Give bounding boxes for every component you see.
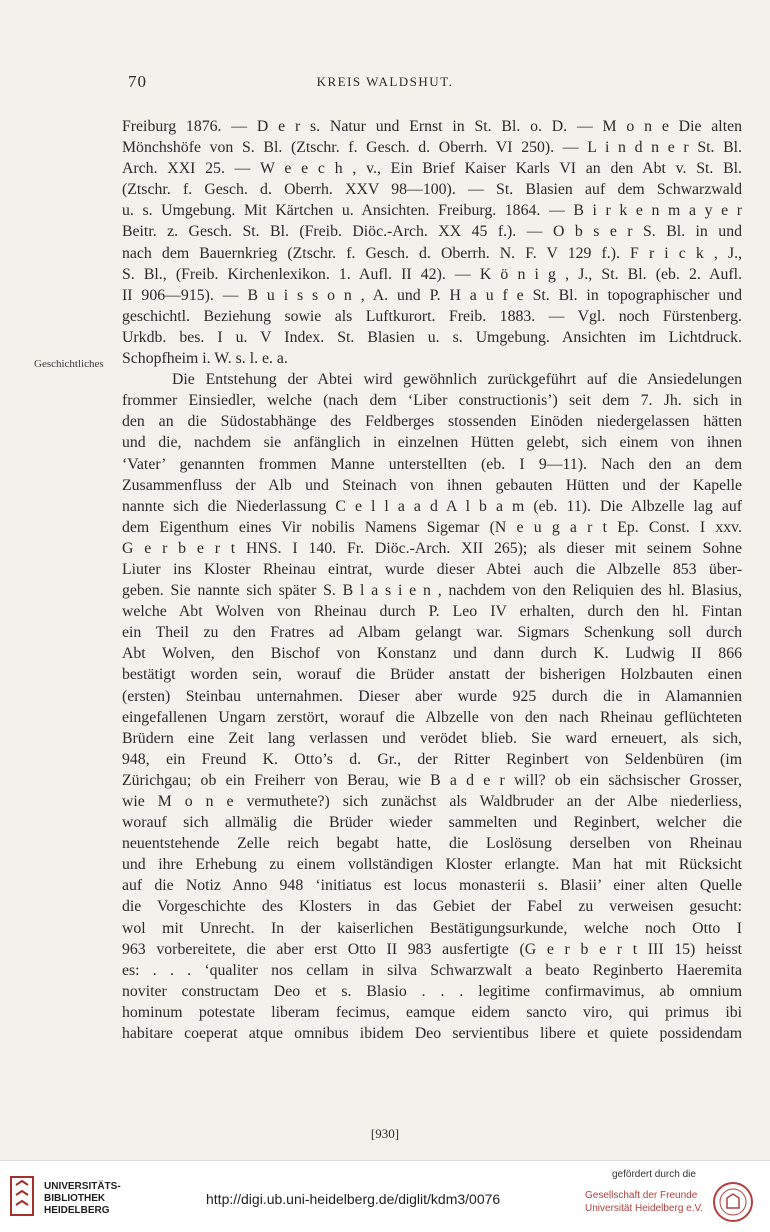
text-line: wie M o n e vermuthete?) sich zunächst als Waldbruder an der Albe niederliess, — [122, 793, 742, 810]
text-line: geben. Sie nannte sich später S. B l a s i e n , nachdem von den Reliquien des hl. Blasius, — [122, 582, 742, 600]
text-line: 948, ein Freund K. Otto’s d. Gr., der Ritter Reginbert von Seldenbüren (im — [122, 750, 742, 768]
text-line: bestätigt worden sein, worauf die Brüder anstatt der bisherigen Holzbauten einen — [122, 666, 742, 684]
library-name — [44, 1181, 121, 1217]
running-head: KREIS WALDSHUT. — [316, 74, 454, 89]
text-line: Brüdern eine Zeit lang verlassen und verödet blieb. Sie ward erneuert, als sich, — [122, 729, 742, 747]
ub-heidelberg-logo-icon — [10, 1175, 34, 1217]
text-line: G e r b e r t HNS. I 140. Fr. Diöc.-Arch. XII 265); als dieser mit seinem Sohne — [122, 539, 742, 557]
text-line: habitare coeperat atque omnibus ibidem Deo servientibus libere et quiete possidendam — [122, 1025, 742, 1043]
text-line: und ihre Erhebung zu einem vollständigen Kloster erlangte. Man hat mit Rücksicht — [122, 856, 742, 874]
text-line: noviter constructam Deo et s. Blasio . . . legitime confirmavimus, ab omnium — [122, 982, 742, 1000]
text-line: Beitr. z. Gesch. St. Bl. (Freib. Diöc.-Arch. XX 45 f.). — O b s e r S. Bl. in und — [122, 223, 742, 241]
text-line: ein Theil zu den Fratres ad Albam gelangt war. Sigmars Schenkung soll durch — [122, 624, 742, 642]
body-text — [122, 116, 742, 1044]
text-line: Zürichgau; ob ein Freiherr von Berau, wie B a d e r will? ob ein sächsischer Grosser, — [122, 771, 742, 789]
text-line: dem Eigenthum eines Vir nobilis Namens Sigemar (N e u g a r t Ep. Const. I xxv. — [122, 518, 742, 536]
sponsor-name-line: Gesellschaft der Freunde — [585, 1190, 698, 1201]
paragraph-start-line: Die Entstehung der Abtei wird gewöhnlich zurückgeführt auf die Ansiedelungen — [172, 371, 742, 389]
text-line: Zusammenfluss der Alb und Steinach von ihnen gebauten Hütten und der Kapelle — [122, 476, 742, 494]
text-line: hominum potestate liberam fecimus, eamque eidem sancto viro, qui primus ibi — [122, 1003, 742, 1021]
text-line: welche Abt Wolven von Rheinau durch P. Leo IV erhalten, durch den hl. Fintan — [122, 603, 742, 621]
library-name-line: UNIVERSITÄTS- — [44, 1181, 121, 1192]
page-header — [0, 72, 770, 96]
sponsor-name-line: Universität Heidelberg e.V. — [585, 1203, 704, 1214]
text-line: (ersten) Steinbau unternahmen. Dieser aber wurde 925 durch die in Alamannien — [122, 687, 742, 705]
text-line: wol mit Unrecht. In der kaiserlichen Bestätigungsurkunde, welche noch Otto I — [122, 919, 742, 937]
text-line: neuentstehende Zelle reich begabt hatte, die Loslösung derselben von Rheinau — [122, 835, 742, 853]
text-line: u. s. Umgebung. Mit Kärtchen u. Ansichten. Freiburg. 1864. — B i r k e n m a y e r — [122, 202, 742, 220]
sponsor-label: gefördert durch die — [612, 1169, 696, 1180]
permalink-url[interactable]: http://digi.ub.uni-heidelberg.de/diglit/kdm3/0076 — [206, 1191, 501, 1207]
text-line: nach dem Bauernkrieg (Ztschr. f. Gesch. d. Oberrh. N. F. V 129 f.). F r i c k , J., — [122, 244, 742, 262]
heidelberg-seal-icon — [712, 1181, 754, 1223]
text-line: es: . . . ‘qualiter nos cellam in silva Schwarzwalt a beato Reginberto Haeremita — [122, 961, 742, 979]
text-line: II 906—915). — B u i s s o n , A. und P. H a u f e St. Bl. in topographischer und — [122, 286, 742, 304]
text-line: frommer Einsiedler, welche (nach dem ‘Liber constructionis’) seit dem 7. Jh. sich in — [122, 392, 742, 410]
library-name-line: HEIDELBERG — [44, 1205, 110, 1216]
sponsor-name — [585, 1189, 703, 1215]
page-number: 70 — [128, 72, 147, 91]
text-line: die Vorgeschichte des Klosters in das Gebiet der Fabel zu verweisen gesucht: — [122, 898, 742, 916]
library-name-line: BIBLIOTHEK — [44, 1193, 106, 1204]
text-line: Abt Wolven, den Bischof von Konstanz und dann durch K. Ludwig II 866 — [122, 645, 742, 663]
text-line: Liuter ins Kloster Rheinau eintrat, wurde dieser Abtei auch die Albzelle 853 über- — [122, 560, 742, 578]
text-line: Urkdb. bes. I u. V Index. St. Blasien u. s. Umgebung. Ansichten im Lichtdruck. — [122, 328, 742, 346]
text-line: ‘Vater’ genannten frommen Manne unterstellten (eb. I 9—11). Nach den an dem — [122, 455, 742, 473]
text-line: und die, nachdem sie anfänglich in einzelnen Hütten gelebt, sich einem von ihnen — [122, 434, 742, 452]
page-signature: [930] — [370, 1126, 400, 1141]
text-line: den an die Südostabhänge des Feldberges stossenden Einöden niedergelassen hätten — [122, 413, 742, 431]
text-line: Mönchshöfe von S. Bl. (Ztschr. f. Gesch. d. Oberrh. VI 250). — L i n d n e r St. Bl. — [122, 139, 742, 157]
text-line: (Ztschr. f. Gesch. d. Oberrh. XXV 98—100). — St. Blasien auf dem Schwarzwald — [122, 181, 742, 199]
digitization-banner — [0, 1160, 770, 1232]
text-line: Schopfheim i. W. s. l. e. a. — [122, 350, 288, 368]
text-line: auf die Notiz Anno 948 ‘initiatus est locus monasterii s. Blasii’ einer alten Quelle — [122, 877, 742, 895]
text-line: nannte sich die Niederlassung C e l l a a d A l b a m (eb. 11). Die Albzelle lag auf — [122, 497, 742, 515]
text-line: worauf sich allmälig die Brüder wieder sammelten und Reginbert, welcher die — [122, 814, 742, 832]
text-line: S. Bl., (Freib. Kirchenlexikon. 1. Aufl. II 42). — K ö n i g , J., St. Bl. (eb. 2. Aufl. — [122, 265, 742, 283]
margin-note: Geschichtliches — [34, 358, 104, 370]
text-line: Freiburg 1876. — D e r s. Natur und Ernst in St. Bl. o. D. — M o n e Die alten — [122, 118, 742, 135]
text-line: geschichtl. Beziehung sowie als Luftkurort. Freib. 1883. — Vgl. noch Fürstenberg. — [122, 307, 742, 325]
text-line: 963 vorbereitete, die aber erst Otto II 983 ausfertigte (G e r b e r t III 15) heisst — [122, 940, 742, 958]
text-line: Arch. XXI 25. — W e e c h , v., Ein Brief Kaiser Karls VI an den Abt v. St. Bl. — [122, 160, 742, 178]
text-line: eingefallenen Ungarn zerstört, worauf die Albzelle von den nach Rheinau geflüchteten — [122, 708, 742, 726]
